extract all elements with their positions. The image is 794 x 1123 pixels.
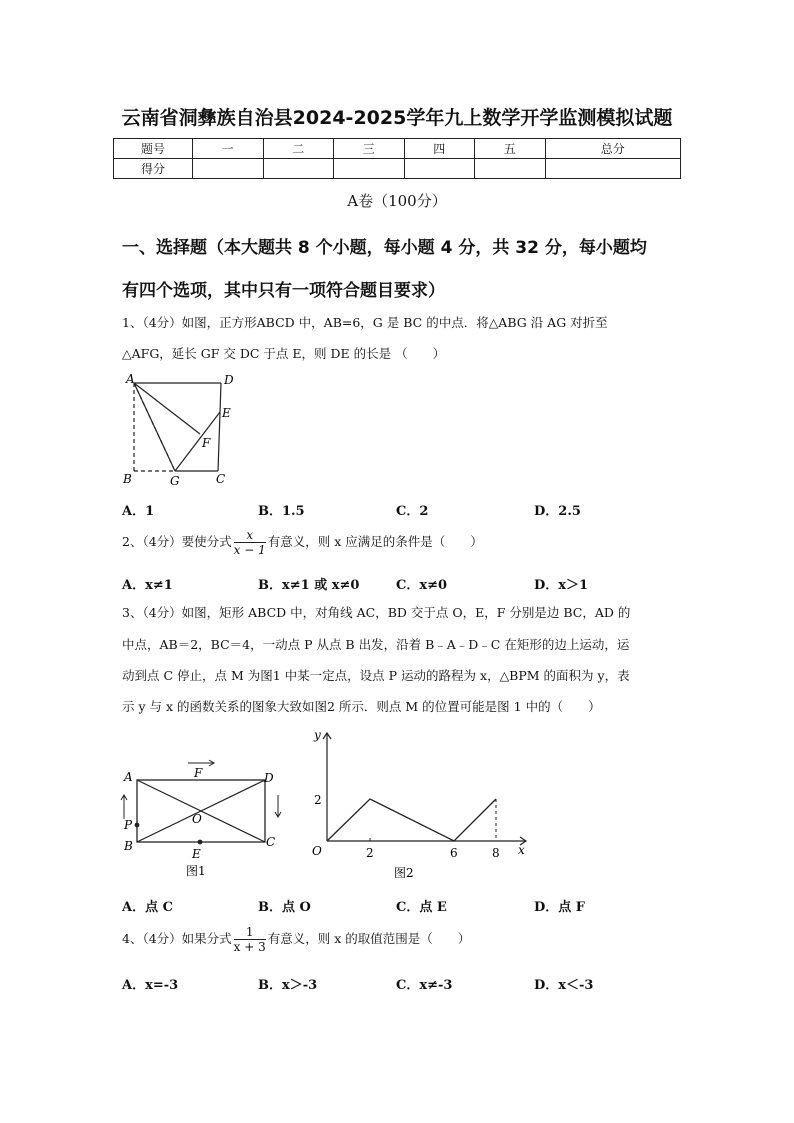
- q4-numerator: 1: [234, 925, 266, 940]
- score-cell[interactable]: [263, 159, 334, 179]
- q2-post: 有意义，则 x 应满足的条件是（ ）: [267, 534, 483, 549]
- q3-line3: 动到点 C 停止，点 M 为图1 中某一定点，设点 P 运动的路程为 x，△BPM 的面积为 y，表: [122, 668, 630, 683]
- score-cell[interactable]: [404, 159, 475, 179]
- q3-fig1-caption: 图1: [186, 864, 206, 878]
- q2-option-d[interactable]: D．x＞1: [534, 578, 589, 593]
- q4-text: [122, 925, 682, 954]
- q3-line1: 3、（4分）如图，矩形 ABCD 中，对角线 AC，BD 交于点 O，E，F 分别是边 BC，AD 的: [122, 605, 631, 620]
- q2-pre: 2、（4分）要使分式: [122, 534, 232, 549]
- q3-figure2: [306, 725, 536, 885]
- q4-post: 有意义，则 x 的取值范围是（ ）: [267, 931, 471, 946]
- q3-fig1-label-p: P: [124, 818, 133, 832]
- score-row-label: 得分: [114, 159, 193, 179]
- q4-option-c[interactable]: C．x≠-3: [396, 978, 453, 993]
- section-a-heading: A卷（100分）: [347, 192, 447, 210]
- score-header-cell: 四: [404, 139, 475, 159]
- q3-fig1-label-b: B: [124, 839, 133, 853]
- q3-option-a[interactable]: A．点 C: [122, 900, 173, 915]
- q3-fig1-label-o: O: [192, 812, 202, 826]
- q3-fig2-axis-y: y: [314, 728, 321, 742]
- q1-label-g: G: [170, 474, 180, 488]
- q1-figure: [118, 370, 248, 490]
- q2-denominator: x − 1: [233, 543, 266, 557]
- score-header-cell: 五: [475, 139, 546, 159]
- q1-label-d: D: [224, 373, 234, 387]
- q3-option-b[interactable]: B．点 O: [258, 900, 311, 915]
- q3-fig2-axis-x: x: [518, 843, 525, 857]
- q4-option-d[interactable]: D．x＜-3: [534, 978, 594, 993]
- score-table: [113, 138, 681, 179]
- q1-line1: 1、（4分）如图，正方形ABCD 中，AB=6，G 是 BC 的中点．将△ABG 沿 AG 对折至: [122, 315, 608, 330]
- q3-fig2-xtick-6: 6: [450, 846, 458, 860]
- q3-fig2-ytick-2: 2: [314, 793, 322, 807]
- q2-option-c[interactable]: C．x≠0: [396, 578, 448, 593]
- q4-pre: 4、（4分）如果分式: [122, 931, 232, 946]
- score-header-cell: 一: [193, 139, 264, 159]
- q3-fig1-label-d: D: [264, 771, 274, 785]
- q3-fig1-label-a: A: [124, 770, 133, 784]
- q3-figure1: [116, 755, 286, 880]
- q3-option-c[interactable]: C．点 E: [396, 900, 447, 915]
- q2-fraction: [234, 528, 266, 557]
- q3-line4: 示 y 与 x 的函数关系的图象大致如图2 所示．则点 M 的位置可能是图 1 中的（ ）: [122, 699, 601, 714]
- page-title: 云南省洞彝族自治县2024-2025学年九上数学开学监测模拟试题: [121, 107, 673, 129]
- score-cell[interactable]: [475, 159, 546, 179]
- q2-numerator: x: [234, 528, 266, 543]
- q1-line2: △AFG，延长 GF 交 DC 于点 E，则 DE 的长是 （ ）: [122, 346, 446, 361]
- q3-option-d[interactable]: D．点 F: [534, 900, 586, 915]
- score-cell[interactable]: [545, 159, 681, 179]
- q1-option-b[interactable]: B．1.5: [258, 504, 305, 519]
- part1-heading-line1: 一、选择题（本大题共 8 个小题，每小题 4 分，共 32 分，每小题均: [122, 238, 647, 258]
- q3-line2: 中点，AB＝2，BC＝4，一动点 P 从点 B 出发，沿着 B﹣A﹣D﹣C 在矩形的边上运动，运: [122, 637, 630, 652]
- q1-option-d[interactable]: D．2.5: [534, 504, 581, 519]
- score-table-score-row: [114, 159, 681, 179]
- score-cell[interactable]: [193, 159, 264, 179]
- q2-text: [122, 528, 682, 557]
- score-header-cell: 二: [263, 139, 334, 159]
- q3-fig2-caption: 图2: [394, 866, 414, 880]
- q3-fig1-label-c: C: [266, 835, 276, 849]
- score-cell[interactable]: [334, 159, 405, 179]
- q1-option-c[interactable]: C．2: [396, 504, 429, 519]
- q2-option-a[interactable]: A．x≠1: [122, 578, 173, 593]
- q1-label-c: C: [216, 472, 226, 486]
- score-header-cell: 总分: [545, 139, 681, 159]
- q4-fraction: [234, 925, 266, 954]
- q3-fig2-origin: O: [312, 844, 322, 858]
- q2-option-b[interactable]: B．x≠1 或 x≠0: [258, 578, 360, 593]
- q1-option-a[interactable]: A．1: [122, 504, 155, 519]
- q3-fig1-label-f: F: [194, 766, 203, 780]
- score-table-header-row: [114, 139, 681, 159]
- q4-denominator: x + 3: [233, 940, 266, 954]
- q3-fig2-xtick-8: 8: [492, 846, 500, 860]
- q4-option-b[interactable]: B．x＞-3: [258, 978, 318, 993]
- score-header-cell: 三: [334, 139, 405, 159]
- score-header-cell: 题号: [114, 139, 193, 159]
- q1-label-a: A: [126, 372, 135, 386]
- q1-label-e: E: [222, 406, 231, 420]
- q1-label-f: F: [202, 436, 211, 450]
- q1-label-b: B: [123, 472, 132, 486]
- part1-heading-line2: 有四个选项，其中只有一项符合题目要求）: [122, 281, 445, 301]
- q3-fig2-xtick-2: 2: [366, 846, 374, 860]
- q3-fig1-label-e: E: [192, 847, 201, 861]
- q4-option-a[interactable]: A．x=-3: [122, 978, 179, 993]
